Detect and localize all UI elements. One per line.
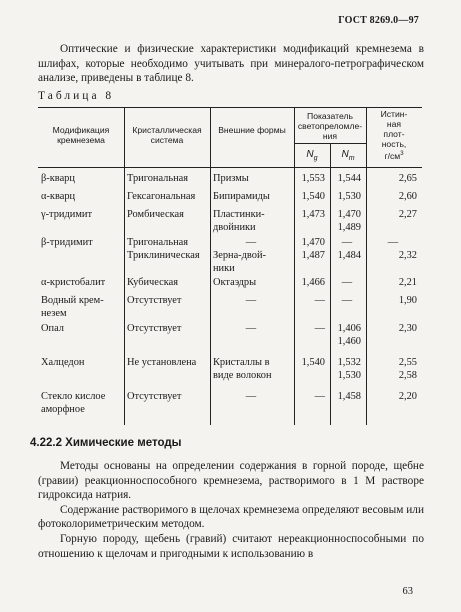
silica-modifications-table xyxy=(38,107,422,425)
cell-line: β-тридимит xyxy=(41,237,93,248)
table-cell-nm xyxy=(333,295,361,308)
table-cell-dens xyxy=(369,173,417,186)
table-cell-mod xyxy=(41,277,119,290)
table-cell-dens xyxy=(369,295,417,308)
table-cell-ng xyxy=(297,295,325,308)
cell-line: Опал xyxy=(41,323,64,334)
cell-line: незем xyxy=(41,307,67,319)
table-cell-mod xyxy=(41,191,119,204)
table-cell-form xyxy=(213,295,289,308)
cell-line: 1,458 xyxy=(337,391,361,402)
table-cell-dens xyxy=(369,357,417,383)
table-cell-form xyxy=(213,191,289,204)
page-number: 63 xyxy=(402,586,413,597)
table-cell-sys xyxy=(127,391,205,404)
cell-line: Тригональная xyxy=(127,173,189,184)
column-rule xyxy=(366,107,367,425)
table-cell-dens xyxy=(369,191,417,204)
body-text xyxy=(38,459,424,561)
cell-line: ники xyxy=(213,262,235,274)
cell-line: Отсутствует xyxy=(127,391,182,402)
cell-line: — xyxy=(341,237,353,248)
cell-line: α-кристобалит xyxy=(41,277,106,288)
cell-line: Пластинки- xyxy=(213,209,265,220)
table-cell-form xyxy=(213,209,289,235)
cell-line: 2,58 xyxy=(398,369,417,381)
cell-line: 1,466 xyxy=(301,277,325,288)
table-cell-mod xyxy=(41,391,119,417)
table-cell-nm xyxy=(333,391,361,404)
cell-line: Бипирамиды xyxy=(213,191,270,202)
cell-line: 2,65 xyxy=(398,173,417,184)
cell-line: γ-тридимит xyxy=(41,209,92,220)
paragraph: Содержание растворимого в щелочах кремнезема определяют весовым или фотоколориметрическим методом. xyxy=(38,503,424,531)
table-cell-ng xyxy=(297,323,325,336)
table-cell-sys xyxy=(127,173,205,186)
table-cell-nm xyxy=(333,357,361,383)
table-cell-mod xyxy=(41,357,119,370)
cell-line: Триклиническая xyxy=(127,249,200,261)
header-refractive-index: Показатель светопреломле- ния xyxy=(297,111,363,141)
cell-line: Отсутствует xyxy=(127,323,182,334)
cell-line: виде волокон xyxy=(213,369,272,381)
table-cell-ng xyxy=(297,209,325,222)
cell-line: 1,90 xyxy=(398,295,417,306)
cell-line: 1,473 xyxy=(301,209,325,220)
cell-line: Гексагональная xyxy=(127,191,196,202)
table-cell-dens xyxy=(369,277,417,290)
cell-line: — xyxy=(245,237,257,248)
table-caption: Таблица 8 xyxy=(38,90,115,102)
cell-line: двойники xyxy=(213,221,256,233)
cell-line: 1,553 xyxy=(301,173,325,184)
cell-line: 1,470 xyxy=(301,237,325,248)
table-cell-dens xyxy=(369,391,417,404)
cell-line: 1,540 xyxy=(301,357,325,368)
cell-line: 1,530 xyxy=(337,191,361,202)
cell-line: 1,406 xyxy=(337,323,361,334)
column-rule xyxy=(210,107,211,425)
cell-line: 2,21 xyxy=(398,277,417,288)
table-cell-form xyxy=(213,173,289,186)
cell-line: Кристаллы в xyxy=(213,357,270,368)
header-true-density: Истин- ная плот- ность, $г/см^3$ xyxy=(380,109,408,161)
cell-line: Халцедон xyxy=(41,357,85,368)
table-cell-dens xyxy=(369,237,417,263)
table-cell-dens xyxy=(369,323,417,336)
cell-line: 1,489 xyxy=(337,221,361,233)
table-cell-form xyxy=(213,237,289,275)
table-cell-form xyxy=(213,391,289,404)
cell-line: β-кварц xyxy=(41,173,75,184)
table-cell-sys xyxy=(127,295,205,308)
header-nm: $N_m$ xyxy=(341,149,355,162)
cell-line: 2,30 xyxy=(398,323,417,334)
cell-line: 1,540 xyxy=(301,191,325,202)
table-cell-sys xyxy=(127,323,205,336)
cell-line: Тригональная xyxy=(127,237,189,248)
table-cell-nm xyxy=(333,173,361,186)
cell-line: α-кварц xyxy=(41,191,76,202)
table-cell-mod xyxy=(41,295,119,321)
cell-line: 1,484 xyxy=(337,249,361,261)
column-rule xyxy=(124,107,125,425)
cell-line: — xyxy=(387,237,399,248)
cell-line: — xyxy=(314,323,325,334)
cell-line: Кубическая xyxy=(127,277,179,288)
cell-line: аморфное xyxy=(41,403,85,415)
cell-line: Призмы xyxy=(213,173,249,184)
paragraph: Методы основаны на определении содержания в горной породе, щебне (гравии) реакционноспособного кремнезема, растворимого в 1 М растворе гидроксида натрия. xyxy=(38,460,424,502)
table-cell-sys xyxy=(127,357,205,370)
table-cell-ng xyxy=(297,391,325,404)
cell-line: Ромбическая xyxy=(127,209,184,220)
column-rule xyxy=(294,107,295,425)
table-cell-mod xyxy=(41,323,119,336)
table-cell-dens xyxy=(369,209,417,222)
cell-line: 1,470 xyxy=(337,209,361,220)
paragraph: Горную породу, щебень (гравий) считают нереакционноспособными по отношению к щелочам и пригодными к использованию в xyxy=(38,532,424,560)
cell-line: 2,27 xyxy=(398,209,417,220)
cell-line: Не установлена xyxy=(127,357,197,368)
table-header-rule xyxy=(38,167,422,168)
table-cell-mod xyxy=(41,237,119,250)
cell-line: — xyxy=(245,323,257,334)
header-ng: $N_g$ xyxy=(306,149,318,162)
table-cell-nm xyxy=(333,237,361,263)
cell-line: — xyxy=(245,391,257,402)
cell-line: — xyxy=(341,295,353,306)
cell-line: 1,460 xyxy=(337,335,361,347)
header-modification: Модификация кремнезема xyxy=(52,125,110,145)
cell-line: 2,55 xyxy=(398,357,417,368)
table-cell-nm xyxy=(333,191,361,204)
cell-line: 2,20 xyxy=(398,391,417,402)
cell-line: — xyxy=(341,277,353,288)
table-cell-form xyxy=(213,323,289,336)
cell-line: Отсутствует xyxy=(127,295,182,306)
cell-line: Стекло кислое xyxy=(41,391,106,402)
table-cell-nm xyxy=(333,277,361,290)
table-cell-mod xyxy=(41,209,119,222)
cell-line: 2,60 xyxy=(398,191,417,202)
table-cell-ng xyxy=(297,357,325,370)
section-title: 4.22.2 Химические методы xyxy=(30,437,182,449)
cell-line: 1,530 xyxy=(337,369,361,381)
cell-line: — xyxy=(245,295,257,306)
cell-line: Водный крем- xyxy=(41,295,104,306)
cell-line: Зерна-двой- xyxy=(213,249,266,261)
column-rule xyxy=(330,143,331,425)
table-cell-sys xyxy=(127,277,205,290)
table-cell-ng xyxy=(297,173,325,186)
table-cell-sys xyxy=(127,191,205,204)
document-header: ГОСТ 8269.0—97 xyxy=(338,15,419,26)
cell-line: — xyxy=(314,391,325,402)
table-cell-form xyxy=(213,357,289,383)
table-cell-sys xyxy=(127,209,205,222)
table-cell-nm xyxy=(333,323,361,349)
cell-line: 1,532 xyxy=(337,357,361,368)
table-cell-sys xyxy=(127,237,205,263)
table-cell-nm xyxy=(333,209,361,235)
table-cell-ng xyxy=(297,237,325,263)
cell-line: Октаэдры xyxy=(213,277,257,288)
table-cell-ng xyxy=(297,191,325,204)
cell-line: 2,32 xyxy=(398,249,417,261)
table-top-rule xyxy=(38,107,422,108)
cell-line: — xyxy=(314,295,325,306)
intro-text: Оптические и физические характеристики модификаций кремнезема в шлифах, которые необходимо учитывать при минералого-петрографическом анализе, приведены в таблице 8. xyxy=(38,43,424,85)
table-cell-ng xyxy=(297,277,325,290)
cell-line: 1,487 xyxy=(301,249,325,261)
table-cell-form xyxy=(213,277,289,290)
header-crystal-system: Кристаллическая система xyxy=(132,125,202,145)
header-external-forms: Внешние формы xyxy=(218,125,286,135)
cell-line: 1,544 xyxy=(337,173,361,184)
intro-paragraph xyxy=(38,42,424,86)
table-cell-mod xyxy=(41,173,119,186)
